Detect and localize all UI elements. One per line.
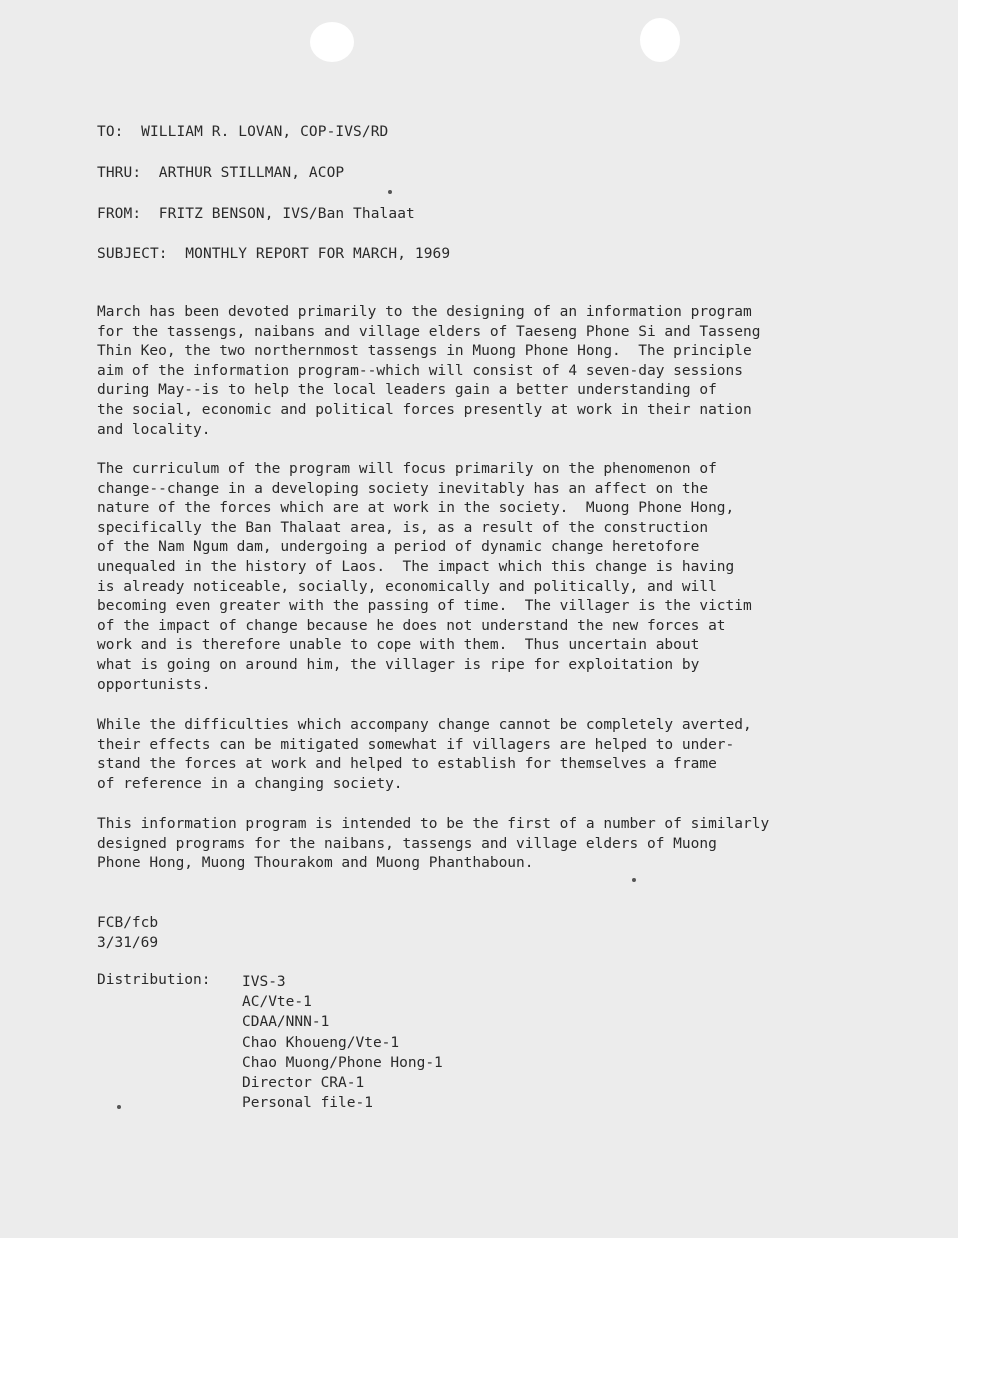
text-line: work and is therefore unable to cope with them. Thus uncertain about xyxy=(97,637,700,654)
distribution-item: AC/Vte-1 xyxy=(242,994,312,1011)
paragraph-3 xyxy=(97,716,887,794)
text-line: specifically the Ban Thalaat area, is, as a result of the construction xyxy=(97,519,709,536)
text-line: This information program is intended to be the first of a number of similarly xyxy=(97,816,770,832)
text-line: Thin Keo, the two northernmost tassengs in Muong Phone Hong. The principle xyxy=(97,343,752,360)
distribution-item: IVS-3 xyxy=(242,974,286,990)
paragraph-1 xyxy=(97,303,887,440)
distribution-list xyxy=(242,972,443,1113)
text-line: for the tassengs, naibans and village elders of Taeseng Phone Si and Tasseng xyxy=(97,323,761,340)
signature-date: 3/31/69 xyxy=(97,935,159,951)
text-line: of the Nam Ngum dam, undergoing a period of dynamic change heretofore xyxy=(97,539,700,556)
text-line: of the impact of change because he does not understand the new forces at xyxy=(97,617,726,634)
text-line: Phone Hong, Muong Thourakom and Muong Phanthaboun. xyxy=(97,855,534,872)
text-line: opportunists. xyxy=(97,676,211,693)
text-line: becoming even greater with the passing of time. The villager is the victim xyxy=(97,598,752,615)
distribution-item: Chao Khoueng/Vte-1 xyxy=(242,1034,400,1051)
punch-hole-right xyxy=(640,18,680,62)
text-line: change--change in a developing society inevitably has an affect on the xyxy=(97,480,709,497)
distribution-label: Distribution: xyxy=(97,972,211,988)
speck xyxy=(117,1105,121,1109)
distribution-item: Director CRA-1 xyxy=(242,1075,365,1092)
memo-thru: THRU: ARTHUR STILLMAN, ACOP xyxy=(97,165,345,181)
text-line: designed programs for the naibans, tassengs and village elders of Muong xyxy=(97,835,717,852)
text-line: the social, economic and political forces presently at work in their nation xyxy=(97,401,752,418)
paragraph-4 xyxy=(97,815,887,874)
text-line: unequaled in the history of Laos. The impact which this change is having xyxy=(97,558,735,575)
text-line: is already noticeable, socially, economically and politically, and will xyxy=(97,578,717,595)
paragraph-2 xyxy=(97,460,887,695)
distribution-item: Chao Muong/Phone Hong-1 xyxy=(242,1054,443,1071)
punch-hole-left xyxy=(310,22,354,62)
text-line: their effects can be mitigated somewhat if villagers are helped to under- xyxy=(97,736,735,753)
distribution-item: CDAA/NNN-1 xyxy=(242,1014,330,1031)
signature-block xyxy=(97,913,158,953)
signature-initials: FCB/fcb xyxy=(97,915,159,931)
text-line: The curriculum of the program will focus primarily on the phenomenon of xyxy=(97,461,717,477)
text-line: March has been devoted primarily to the designing of an information program xyxy=(97,304,752,320)
memo-from: FROM: FRITZ BENSON, IVS/Ban Thalaat xyxy=(97,206,415,222)
text-line: during May--is to help the local leaders gain a better understanding of xyxy=(97,382,717,399)
text-line: stand the forces at work and helped to establish for themselves a frame xyxy=(97,756,717,773)
memo-subject: SUBJECT: MONTHLY REPORT FOR MARCH, 1969 xyxy=(97,246,451,262)
speck xyxy=(388,190,392,194)
distribution-item: Personal file-1 xyxy=(242,1095,373,1112)
speck xyxy=(632,878,636,882)
text-line: what is going on around him, the villager is ripe for exploitation by xyxy=(97,656,700,673)
text-line: nature of the forces which are at work in the society. Muong Phone Hong, xyxy=(97,500,735,517)
text-line: and locality. xyxy=(97,421,211,438)
text-line: While the difficulties which accompany change cannot be completely averted, xyxy=(97,717,752,733)
memo-to: TO: WILLIAM R. LOVAN, COP-IVS/RD xyxy=(97,124,389,140)
text-line: aim of the information program--which will consist of 4 seven-day sessions xyxy=(97,362,744,379)
text-line: of reference in a changing society. xyxy=(97,775,403,792)
